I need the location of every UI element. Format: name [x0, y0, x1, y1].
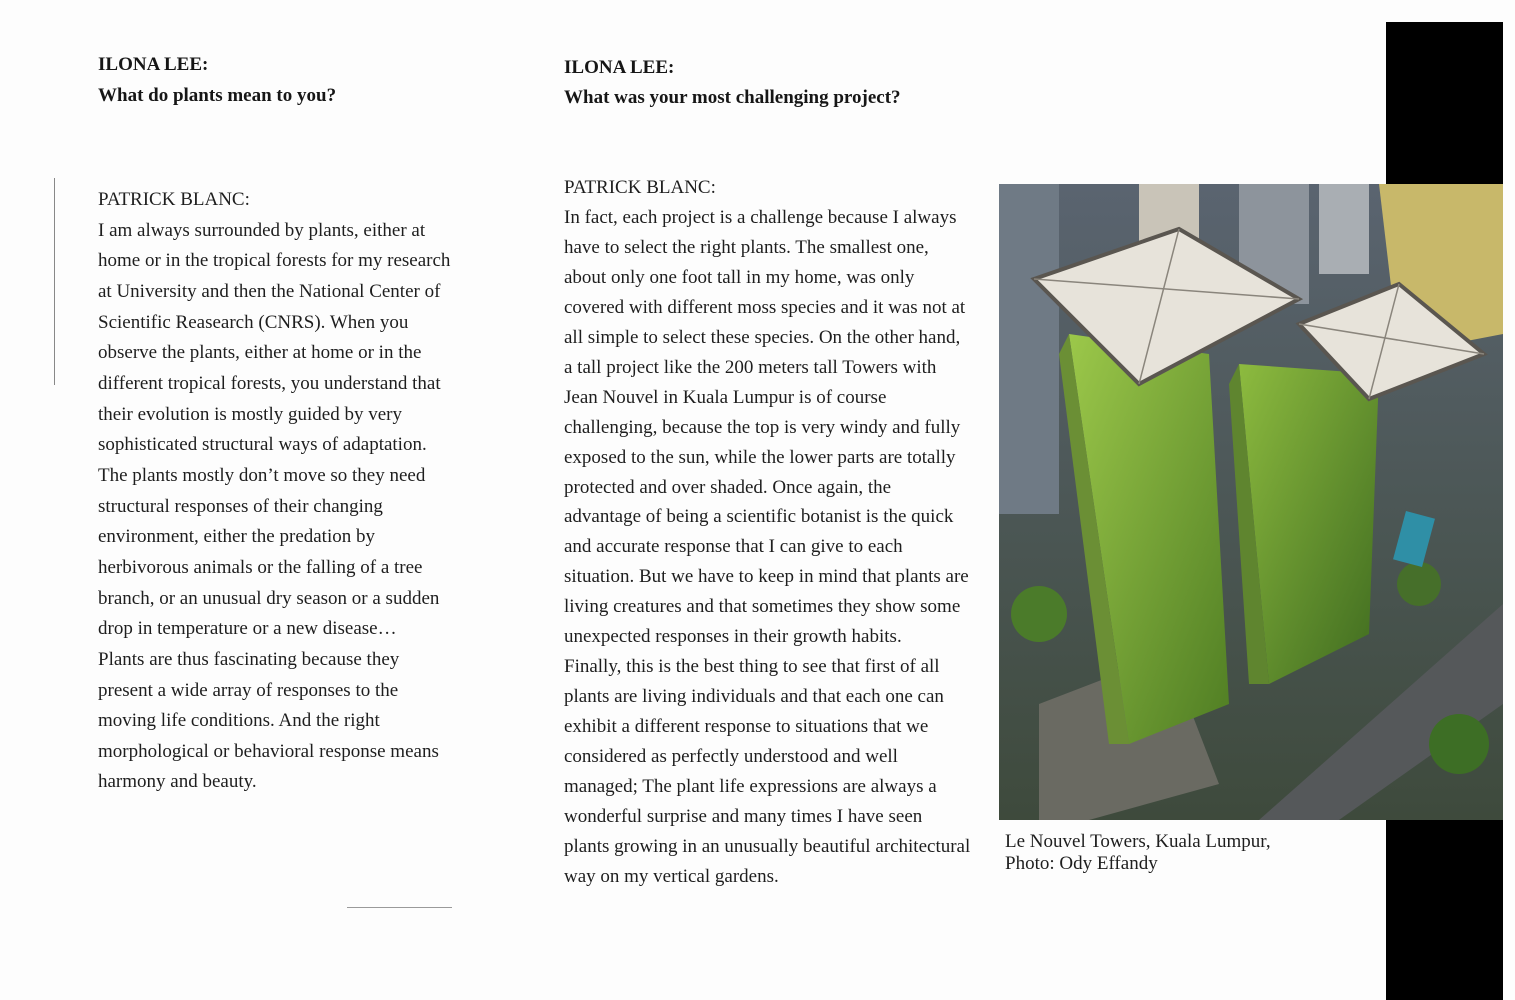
caption-line: Le Nouvel Towers, Kuala Lumpur, [1005, 831, 1271, 852]
answer-line: at University and then the National Center of [98, 280, 441, 302]
answer-line: environment, either the predation by [98, 526, 375, 548]
answer-line: their evolution is mostly guided by very [98, 403, 402, 425]
answer-line: Finally, this is the best thing to see that first of all [564, 656, 940, 678]
answer-line: managed; The plant life expressions are always a [564, 776, 937, 798]
question-speaker: ILONA LEE: [98, 54, 209, 75]
answer-line: observe the plants, either at home or in the [98, 342, 422, 364]
margin-rule-vertical [54, 178, 55, 385]
answer-line: exposed to the sun, while the lower parts are totally [564, 446, 956, 468]
answer-line: wonderful surprise and many times I have seen [564, 806, 923, 828]
answer-block-left [98, 185, 450, 798]
footer-rule [347, 907, 452, 908]
answer-line: covered with different moss species and it was not at [564, 296, 966, 318]
answer-line: plants are living individuals and that each one can [564, 686, 944, 708]
answer-line: branch, or an unusual dry season or a sudden [98, 587, 440, 609]
answer-line: exhibit a different response to situations that we [564, 716, 929, 738]
answer-line: all simple to select these species. On the other hand, [564, 326, 961, 348]
answer-line: living creatures and that sometimes they show some [564, 596, 961, 618]
question-text: What was your most challenging project? [564, 87, 901, 108]
answer-block-middle [564, 173, 970, 892]
answer-line: Scientific Reasearch (CNRS). When you [98, 311, 409, 333]
answer-line: morphological or behavioral response means [98, 740, 439, 762]
answer-line: home or in the tropical forests for my research [98, 250, 451, 272]
answer-line: challenging, because the top is very windy and fully [564, 416, 961, 438]
answer-speaker: PATRICK BLANC: [98, 189, 250, 210]
answer-line: drop in temperature or a new disease… [98, 618, 397, 640]
answer-line: way on my vertical gardens. [564, 865, 779, 887]
caption-line: Photo: Ody Effandy [1005, 853, 1158, 874]
question-text: What do plants mean to you? [98, 85, 337, 106]
answer-line: plants growing in an unusually beautiful architectural [564, 835, 971, 857]
answer-line: Plants are thus fascinating because they [98, 648, 400, 670]
answer-line: herbivorous animals or the falling of a tree [98, 556, 423, 578]
answer-line: The plants mostly don’t move so they need [98, 464, 426, 486]
answer-line: protected and over shaded. Once again, the [564, 476, 892, 498]
answer-line: In fact, each project is a challenge because I always [564, 206, 957, 228]
answer-line: structural responses of their changing [98, 495, 383, 517]
question-block-left [98, 49, 336, 111]
answer-line: and accurate response that I can give to each [564, 536, 903, 558]
answer-line: harmony and beauty. [98, 771, 257, 793]
answer-line: have to select the right plants. The smallest one, [564, 236, 929, 258]
answer-line: unexpected responses in their growth habits. [564, 626, 902, 648]
answer-speaker: PATRICK BLANC: [564, 177, 716, 198]
answer-line: situation. But we have to keep in mind that plants are [564, 566, 969, 588]
answer-line: moving life conditions. And the right [98, 710, 380, 732]
answer-line: about only one foot tall in my home, was only [564, 266, 915, 288]
answer-line: sophisticated structural ways of adaptation. [98, 434, 427, 456]
photo-caption [1005, 831, 1271, 875]
question-speaker: ILONA LEE: [564, 57, 675, 78]
answer-line: present a wide array of responses to the [98, 679, 399, 701]
answer-line: a tall project like the 200 meters tall Towers with [564, 356, 937, 378]
answer-line: advantage of being a scientific botanist is the quick [564, 506, 954, 528]
answer-line: Jean Nouvel in Kuala Lumpur is of course [564, 386, 887, 408]
question-block-middle [564, 53, 901, 113]
answer-line: considered as perfectly understood and well [564, 746, 898, 768]
towers-photo [999, 184, 1503, 820]
answer-line: different tropical forests, you understand that [98, 372, 441, 394]
answer-line: I am always surrounded by plants, either at [98, 219, 426, 241]
